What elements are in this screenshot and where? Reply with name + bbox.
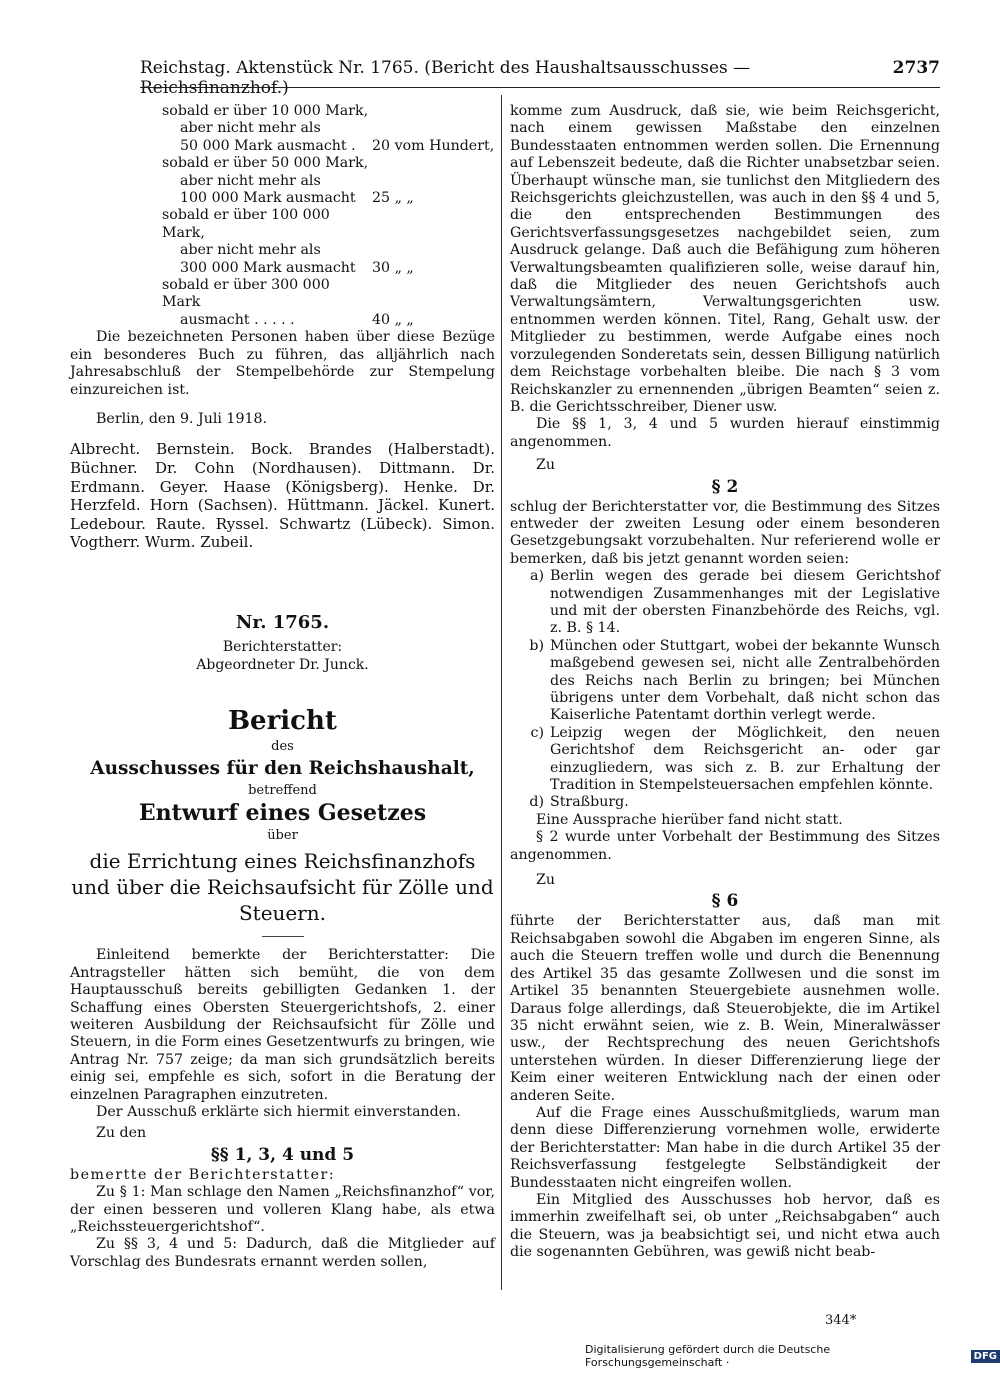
agreement-paragraph: Der Ausschuß erklärte sich hiermit einverstanden. <box>96 1103 461 1120</box>
tax-row <box>162 242 497 259</box>
list-item <box>510 568 940 638</box>
list-item-label: b) <box>529 637 544 654</box>
tax-row-condition: ausmacht . . . . . <box>180 311 295 328</box>
list-item-text: Straßburg. <box>550 794 629 811</box>
tax-row-condition: aber nicht mehr als <box>180 120 321 137</box>
tax-row-condition: aber nicht mehr als <box>180 172 321 189</box>
footer-text: Digitalisierung gefördert durch die Deutsche Forschungsgemeinschaft · <box>585 1343 831 1369</box>
dfg-logo: DFG <box>971 1350 1000 1363</box>
tax-row-rate <box>372 120 497 137</box>
committee-title: Ausschusses für den Reichshaushalt, <box>90 757 475 779</box>
title-ueber: über <box>267 827 298 843</box>
page-number: 2737 <box>892 58 940 78</box>
list-item-text: Leipzig wegen der Möglichkeit, den neuen Gerichtshof dem Reichsgericht an- oder gar einzugliedern, was sich z. B. zur Erhaltung der Tradition in Stempelsteuersachen empfehlen könnte. <box>550 724 940 794</box>
tax-row-rate <box>372 173 497 190</box>
tax-row-rate <box>372 207 497 242</box>
tax-row <box>162 173 497 190</box>
tax-row-rate: 20 vom Hundert, <box>372 137 495 154</box>
draft-law-title: Entwurf eines Gesetzes <box>138 799 427 826</box>
section-2-paragraph: schlug der Berichterstatter vor, die Bestimmung des Sitzes entweder der zweiten Lesung oder einem besonderen Gesetzgebungsakt vorzubehalten. Nur referierend wolle er bemerken, daß bis jetzt genannt worden seien: <box>510 498 940 567</box>
list-item-label: d) <box>529 794 544 811</box>
member-remark-paragraph: Ein Mitglied des Ausschusses hob hervor, daß es immerhin zweifelhaft sei, ob unter „Reichsabgaben“ auch die Steuern, was ja beabsichtigt sei, und nicht etwa auch die sogenannten Gebühren, was gewiß nicht beab- <box>510 1191 940 1261</box>
list-item-label: c) <box>530 724 544 741</box>
reporter-name: Abgeordneter Dr. Junck. <box>196 656 369 673</box>
short-rule <box>262 936 304 937</box>
section-heading-1-3-4-5: §§ 1, 3, 4 und 5 <box>210 1144 355 1165</box>
list-item-text: Berlin wegen des gerade bei diesem Gerichtshof notwendigen Zusammenhanges mit der Legislative und mit der obersten Finanzbehörde des Reichs, vgl. z. B. § 14. <box>550 568 940 637</box>
tax-row-condition: sobald er über 300 000 Mark <box>162 277 330 311</box>
column-divider <box>501 95 502 1290</box>
sections-3-4-5-paragraph: Zu §§ 3, 4 und 5: Dadurch, daß die Mitglieder auf Vorschlag des Bundesrats ernannt werden sollen, <box>70 1236 495 1270</box>
tax-row-rate: 25 „ „ <box>372 190 414 207</box>
signatories: Albrecht. Bernstein. Bock. Brandes (Halberstadt). Büchner. Dr. Cohn (Nordhausen). Dittmann. Dr. Erdmann. Geyer. Haase (Königsberg). Henke. Dr. Herzfeld. Horn (Sachsen). Hüttmann. Jäckel. Kunert. Ledebour. Raute. Ryssel. Schwartz (Lübeck). Simon. Vogtherr. Wurm. Zubeil. <box>70 440 495 552</box>
tax-row <box>162 312 497 329</box>
tax-row-condition: aber nicht mehr als <box>180 242 321 259</box>
header-rule <box>140 87 940 88</box>
list-item <box>510 725 940 795</box>
tax-row <box>162 207 497 242</box>
tax-row <box>162 103 497 120</box>
right-column <box>510 103 940 1262</box>
tax-row-condition: 50 000 Mark ausmacht . <box>180 137 356 154</box>
tax-row <box>162 120 497 137</box>
intro-paragraph: Einleitend bemerkte der Berichterstatter: Die Antragsteller hätten sich bemüht, die von dem Hauptausschuß bereits gebilligten Gedanken 1. der Schaffung eines Obersten Steuergerichtshofs, 2. einer weiteren Ausbildung der Reichsaufsicht für Zölle und Steuern, in die Form eines Gesetzentwurfs zu bringen, wie Antrag Nr. 757 zeige; da man sich grundsätzlich bereits einig sei, empfehle es sich, sofort in die Beratung der einzelnen Paragraphen einzutreten. <box>70 947 495 1103</box>
tax-row-condition: sobald er über 10 000 Mark, <box>162 103 369 119</box>
tax-row <box>162 155 497 172</box>
tax-row-rate <box>372 155 497 172</box>
question-paragraph: Auf die Frage eines Ausschußmitglieds, warum man denn diese Differenzierung vornehmen wolle, erwiderte der Berichterstatter: Man habe in die durch Artikel 35 der Reichsverfassung festgelegte Selbständigkeit der Bundesstaaten nicht eingreifen wollen. <box>510 1104 940 1191</box>
list-item-label: a) <box>530 568 544 585</box>
section-heading-6: § 6 <box>711 891 739 912</box>
tax-row <box>162 138 497 155</box>
continuation-paragraph: komme zum Ausdruck, daß sie, wie beim Reichsgericht, nach einem gewissen Maßstabe den einzelnen Bundesstaaten entnommen werden sollen. Die Ernennung auf Lebenszeit bedeute, daß die Richter unabsetzbar seien. Überhaupt wünsche man, sie tunlichst den Mitgliedern des Reichsgerichts gleichzustellen, was auch in den §§ 4 und 5, die den entsprechenden Bestimmungen des Gerichtsverfassungsgesetzes nachgebildet seien, zum Ausdruck gelange. Daß auch die Befähigung zum höheren Verwaltungsbeamten qualifizieren solle, weise darauf hin, daß die Mitglieder des neuen Gerichtshofs auch Verwaltungsämtern, Verwaltungsgerichten usw. entnommen werden können. Titel, Rang, Gehalt usw. der Mitglieder zu bestimmen, werde Aufgabe eines noch vorzulegenden Sonderetats sein, dessen Billigung natürlich dem Reichstage vorbehalten bleibe. Die nach § 3 vom Reichskanzler zu ernennenden „übrigen Beamten“ seien z. B. die Gerichtsschreiber, Diener usw. <box>510 103 940 415</box>
section-heading-2: § 2 <box>711 476 739 497</box>
tax-row <box>162 277 497 312</box>
law-subject: die Errichtung eines Reichsfinanzhofs und über die Reichsaufsicht für Zölle und Steuern. <box>71 849 494 926</box>
tax-row-condition: 300 000 Mark ausmacht <box>180 259 356 276</box>
tax-row <box>162 260 497 277</box>
running-header <box>140 58 940 98</box>
tax-row-rate <box>372 242 497 259</box>
reporter-label: Berichterstatter: <box>222 639 343 656</box>
left-column <box>70 103 495 1271</box>
tax-row-condition: 100 000 Mark ausmacht <box>180 190 356 207</box>
seat-options-list <box>510 568 940 812</box>
no-discussion-paragraph: Eine Aussprache hierüber fand nicht statt. <box>536 811 843 828</box>
tax-rate-table <box>70 103 495 329</box>
tax-row <box>162 190 497 207</box>
sheet-signature: 344* <box>825 1313 857 1328</box>
tax-row-rate <box>372 103 497 120</box>
tax-row-condition: sobald er über 50 000 Mark, <box>162 155 369 172</box>
tax-row-condition: sobald er über 100 000 Mark, <box>162 207 330 241</box>
adoption-paragraph: Die §§ 1, 3, 4 und 5 wurden hierauf einstimmig angenommen. <box>510 416 940 450</box>
list-item <box>510 638 940 725</box>
report-title: Bericht <box>228 706 337 737</box>
funding-footer <box>585 1343 1000 1369</box>
document-number: Nr. 1765. <box>235 611 330 633</box>
title-des: des <box>271 739 294 755</box>
tax-row-rate: 40 „ „ <box>372 311 414 328</box>
tax-row-rate <box>372 277 497 312</box>
list-item-text: München oder Stuttgart, wobei der bekannte Wunsch maßgebend gewesen sei, nicht alle Zentralbehörden des Reichs nach Berlin zu bringen; bei München übrigens unter dem Vorbehalt, daß nicht schon das Kaiserliche Patentamt dorthin verlegt werde. <box>550 637 940 724</box>
list-item <box>510 794 940 811</box>
header-title: Reichstag. Aktenstück Nr. 1765. (Bericht des Haushaltsausschusses — Reichsfinanzhof.) <box>140 58 751 98</box>
section-2-adoption: § 2 wurde unter Vorbehalt der Bestimmung des Sitzes angenommen. <box>510 829 940 863</box>
reporter-remark: bemertte der Berichterstatter: <box>70 1166 336 1183</box>
date-line: Berlin, den 9. Juli 1918. <box>96 410 268 427</box>
zu-den-label: Zu den <box>96 1125 147 1142</box>
zu-label-2: Zu <box>536 872 555 889</box>
zu-label-1: Zu <box>536 457 555 474</box>
title-betreffend: betreffend <box>248 782 317 798</box>
section-1-paragraph: Zu § 1: Man schlage den Namen „Reichsfinanzhof“ vor, der einen besseren und volleren Klang habe, als etwa „Reichssteuergerichtshof“. <box>70 1184 495 1235</box>
tax-row-rate: 30 „ „ <box>372 259 414 276</box>
tax-note: Die bezeichneten Personen haben über diese Bezüge ein besonderes Buch zu führen, das alljährlich nach Jahresabschluß der Stempelbehörde zur Stempelung einzureichen ist. <box>70 329 495 398</box>
section-6-paragraph: führte der Berichterstatter aus, daß man mit Reichsabgaben sowohl die Abgaben im engeren Sinne, als auch die Steuern treffen wolle und durch die Benennung des Artikel 35 das gesamte Zollwesen und die sonst im Artikel 35 benannten Steuergebiete ausnehmen wolle. Daraus folge allerdings, daß Steuerobjekte, die im Artikel 35 nicht erwähnt seien, wie z. B. Wein, Mineralwässer usw., der Rechtsprechung des neuen Gerichtshofs unterstehen würden. In dieser Differenzierung liege der Keim einer weiteren Entwicklung nach der einen oder anderen Seite. <box>510 913 940 1104</box>
